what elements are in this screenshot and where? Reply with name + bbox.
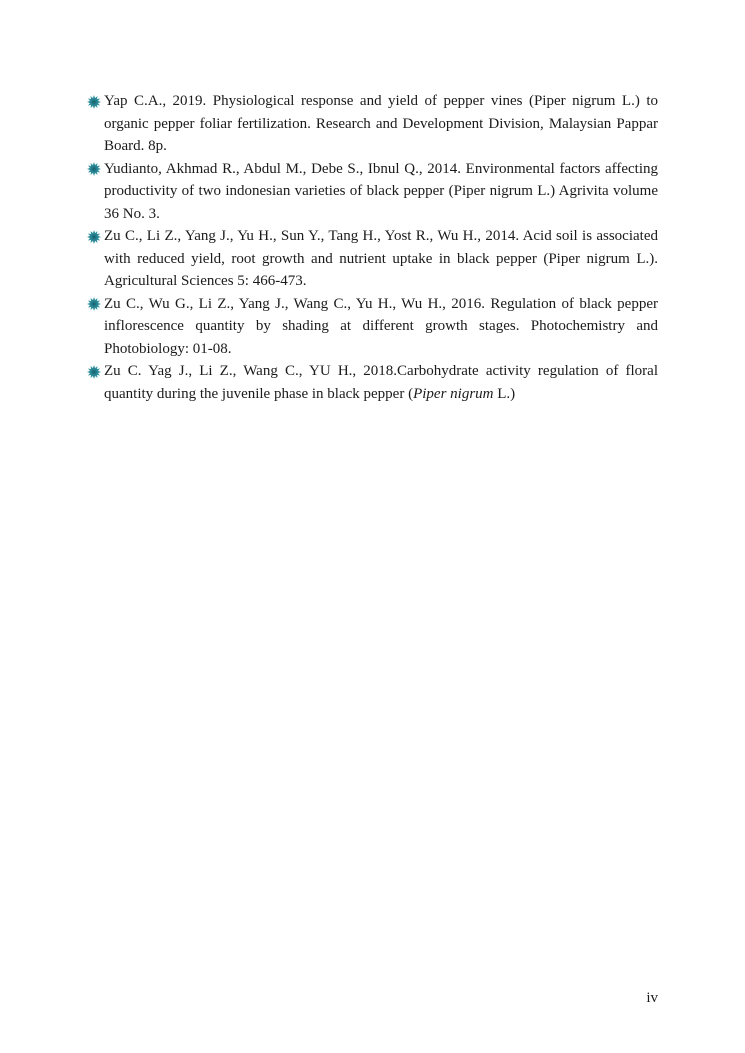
starburst-bullet-icon [87,230,101,244]
reference-text: Zu C., Li Z., Yang J., Yu H., Sun Y., Tang H., Yost R., Wu H., 2014. Acid soil is associated with reduced yield, root growth and nutrient uptake in black pepper (Piper nigrum L.). Agricultural Sciences 5: 466-473. [104,228,658,289]
reference-text [104,360,658,405]
reference-text-species-italic: Piper nigrum [413,385,494,402]
reference-text-segment: L.) [493,385,516,402]
starburst-bullet-icon [87,95,101,109]
reference-text-segment: Zu C. Yag J., Li Z., Wang C., YU H., 2018.Carbohydrate activity regulation of floral quantity during the juvenile phase in black pepper ( [104,363,658,402]
reference-item [104,225,658,293]
starburst-bullet-icon [87,365,101,379]
reference-item [104,360,658,405]
reference-text: Zu C., Wu G., Li Z., Yang J., Wang C., Yu H., Wu H., 2016. Regulation of black pepper inflorescence quantity by shading at different growth stages. Photochemistry and Photobiology: 01-08. [104,295,658,357]
starburst-bullet-icon [87,297,101,311]
references-list [104,90,658,405]
reference-text: Yap C.A., 2019. Physiological response and yield of pepper vines (Piper nigrum L.) to organic pepper foliar fertilization. Research and Development Division, Malaysian Pappar Board. 8p. [104,93,658,154]
reference-item [104,293,658,361]
reference-text: Yudianto, Akhmad R., Abdul M., Debe S., Ibnul Q., 2014. Environmental factors affecting productivity of two indonesian varieties of black pepper (Piper nigrum L.) Agrivita volume 36 No. 3. [104,160,658,222]
reference-item [104,90,658,158]
starburst-bullet-icon [87,162,101,176]
reference-item [104,158,658,226]
page-number: iv [646,990,658,1006]
